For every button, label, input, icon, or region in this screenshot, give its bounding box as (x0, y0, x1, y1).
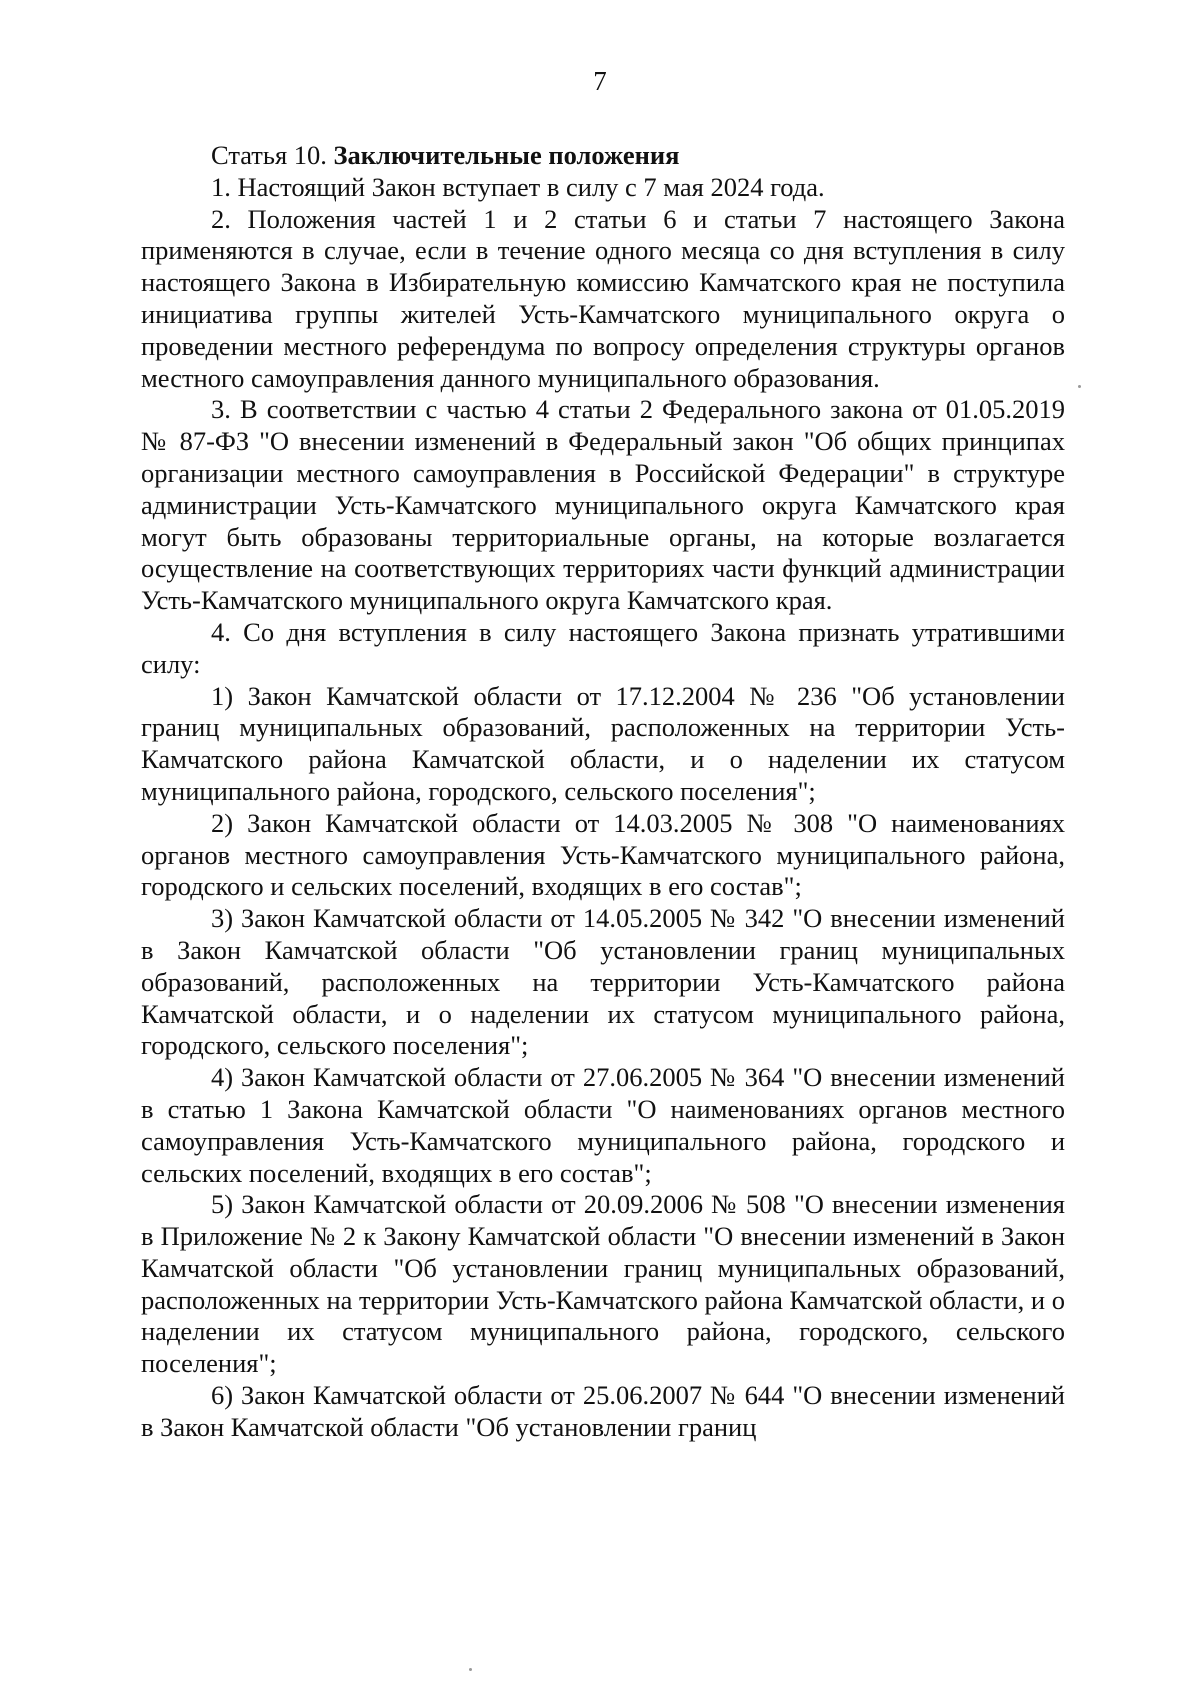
list-item-5: 5) Закон Камчатской области от 20.09.2006 № 508 "О внесении изменения в Приложение № 2 к Закону Камчатской области "О внесении изменений в Закон Камчатской области "Об установлении границ муниципальных образований, расположенных на территории Усть-Камчатского района Камчатской области, и о наделении их статусом муниципального района, городского, сельского поселения"; (141, 1189, 1065, 1379)
list-item-3: 3) Закон Камчатской области от 14.05.2005 № 342 "О внесении изменений в Закон Камчатской области "Об установлении границ муниципальных образований, расположенных на территории Усть-Камчатского района Камчатской области, и о наделении их статусом муниципального района, городского, сельского поселения"; (141, 903, 1065, 1061)
list-item-4: 4) Закон Камчатской области от 27.06.2005 № 364 "О внесении изменений в статью 1 Закона Камчатской области "О наименованиях органов местного самоуправления Усть-Камчатского муниципального района, городского и сельских поселений, входящих в его состав"; (141, 1062, 1065, 1188)
paragraph-2: 2. Положения частей 1 и 2 статьи 6 и статьи 7 настоящего Закона применяются в случае, если в течение одного месяца со дня вступления в силу настоящего Закона в Избирательную комиссию Камчатского края не поступила инициатива группы жителей Усть-Камчатского муниципального округа о проведении местного референдума по вопросу определения структуры органов местного самоуправления данного муниципального образования. (141, 203, 1065, 393)
list-item-2: 2) Закон Камчатской области от 14.03.2005 № 308 "О наименованиях органов местного самоуправления Усть-Камчатского муниципального района, городского и сельских поселений, входящих в его состав"; (141, 807, 1065, 902)
scan-speck (1078, 385, 1081, 388)
list-item-6: 6) Закон Камчатской области от 25.06.2007 № 644 "О внесении изменений в Закон Камчатской области "Об установлении границ (141, 1380, 1065, 1442)
page-number: 7 (593, 66, 607, 96)
paragraph-4: 4. Со дня вступления в силу настоящего Закона признать утратившими силу: (141, 616, 1065, 679)
paragraph-3: 3. В соответствии с частью 4 статьи 2 Федерального закона от 01.05.2019 № 87-ФЗ "О внесении изменений в Федеральный закон "Об общих принципах организации местного самоуправления в Российской Федерации" в структуре администрации Усть-Камчатского муниципального округа Камчатского края могут быть образованы территориальные органы, на которые возлагается осуществление на соответствующих территориях части функций администрации Усть-Камчатского муниципального округа Камчатского края. (141, 394, 1065, 616)
article-title-prefix: Статья 10. (211, 140, 327, 170)
article-title: Заключительные положения (333, 140, 680, 170)
paragraph-1: 1. Настоящий Закон вступает в силу с 7 мая 2024 года. (211, 171, 825, 202)
article-heading (141, 140, 1065, 172)
list-item-1: 1) Закон Камчатской области от 17.12.2004 № 236 "Об установлении границ муниципальных образований, расположенных на территории Усть-Камчатского района Камчатской области, и о наделении их статусом муниципального района, городского, сельского поселения"; (141, 680, 1065, 806)
document-body (141, 140, 1065, 1444)
scan-speck (469, 1668, 472, 1671)
